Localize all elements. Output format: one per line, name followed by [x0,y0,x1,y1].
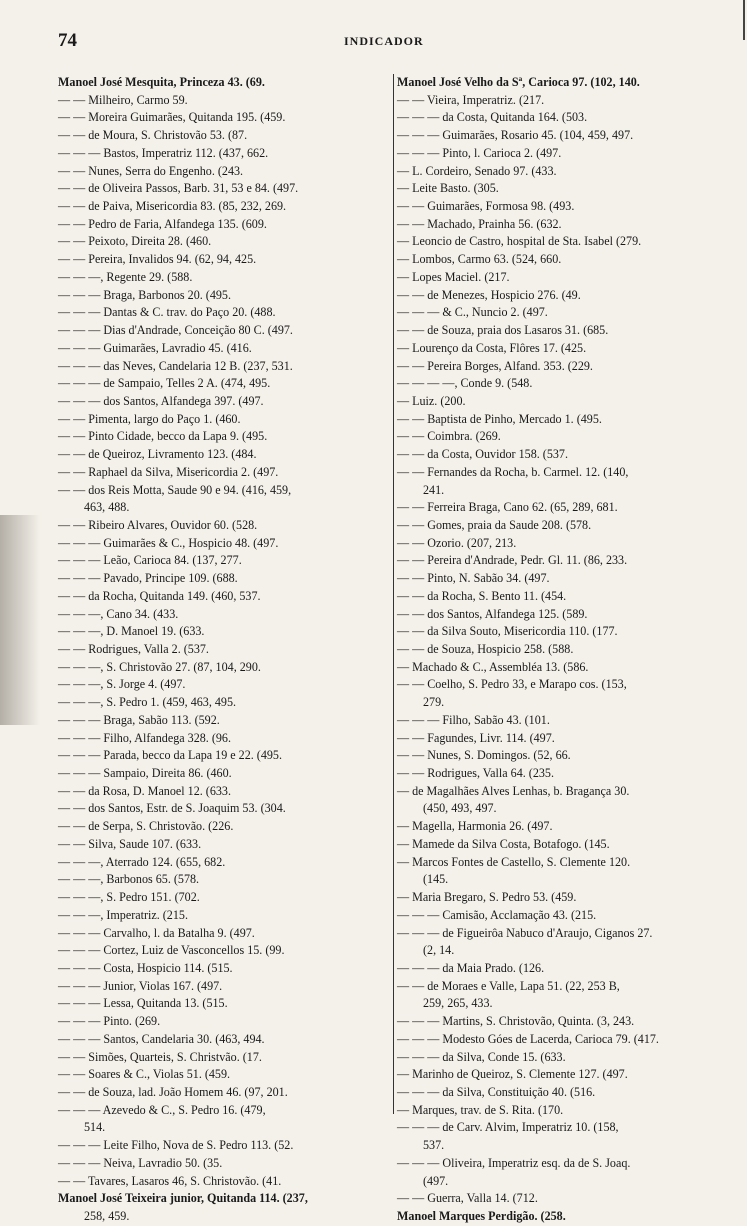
directory-entry: — — Soares & C., Violas 51. (459. [58,1067,231,1082]
directory-entry: — — — Sampaio, Direita 86. (460. [58,766,232,781]
directory-entry: — — — Cortez, Luiz de Vasconcellos 15. (99. [58,943,285,958]
directory-entry: — — — Pavado, Principe 109. (688. [58,571,238,586]
directory-entry: — — Baptista de Pinho, Mercado 1. (495. [397,411,602,426]
directory-entry: — — — Pinto. (269. [58,1014,161,1029]
directory-entry: — — — da Maia Prado. (126. [397,960,545,975]
directory-entry: — — — Costa, Hospicio 114. (515. [58,960,233,975]
directory-entry: 279. [423,695,445,710]
directory-entry: — — Ribeiro Alvares, Ouvidor 60. (528. [58,517,258,532]
directory-entry: — — dos Santos, Estr. de S. Joaquim 53. (304. [58,801,286,816]
directory-entry: — — Tavares, Lasaros 46, S. Christovão. (41. [58,1173,282,1188]
directory-entry: — — Fernandes da Rocha, b. Carmel. 12. (140, [397,464,629,479]
directory-entry: — — da Costa, Ouvidor 158. (537. [397,447,568,462]
directory-entry: — — Milheiro, Carmo 59. [58,92,188,107]
directory-entry: — — — de Figueirôa Nabuco d'Araujo, Ciganos 27. [397,925,653,940]
directory-entry: — — Simões, Quarteis, S. Christvão. (17. [58,1049,262,1064]
directory-entry: — Leoncio de Castro, hospital de Sta. Isabel (279. [397,234,642,249]
directory-entry: — L. Cordeiro, Senado 97. (433. [397,163,557,178]
directory-entry: — — Pinto Cidade, becco da Lapa 9. (495. [58,429,268,444]
directory-entry: — — —, Regente 29. (588. [58,269,193,284]
directory-entry: (497. [423,1173,449,1188]
directory-entry: — — Guerra, Valla 14. (712. [397,1191,538,1206]
directory-entry: — — — Leão, Carioca 84. (137, 277. [58,553,242,568]
directory-entry: — — — Camisão, Acclamação 43. (215. [397,907,597,922]
directory-entry: — — Peixoto, Direita 28. (460. [58,234,212,249]
directory-entry: — — — —, Conde 9. (548. [397,376,533,391]
directory-entry: — — —, S. Pedro 1. (459, 463, 495. [58,695,237,710]
directory-entry: — — —, Aterrado 124. (655, 682. [58,854,226,869]
directory-entry: — Magella, Harmonia 26. (497. [397,819,553,834]
directory-entry: (145. [423,872,449,887]
directory-entry: — — Guimarães, Formosa 98. (493. [397,199,575,214]
directory-entry: — — — Bastos, Imperatriz 112. (437, 662. [58,145,269,160]
directory-entry: — — Fagundes, Livr. 114. (497. [397,730,555,745]
directory-entry: — — Nunes, S. Domingos. (52, 66. [397,748,571,763]
directory-entry: — Luiz. (200. [397,393,466,408]
directory-entry: — — Coelho, S. Pedro 33, e Marapo cos. (153, [397,677,627,692]
directory-entry: — — — Filho, Sabão 43. (101. [397,712,550,727]
directory-entry: — — — Filho, Alfandega 328. (96. [58,730,231,745]
directory-entry: — — — Braga, Sabão 113. (592. [58,712,220,727]
directory-entry: — — — da Costa, Quitanda 164. (503. [397,110,588,125]
directory-entry: — — Rodrigues, Valla 2. (537. [58,642,209,656]
directory-entry: — — Gomes, praia da Saude 208. (578. [397,517,592,532]
directory-entry: Manoel José Mesquita, Princeza 43. (69. [58,75,265,89]
directory-entry: — — Moreira Guimarães, Quitanda 195. (459. [58,110,286,125]
directory-entry: — — — Guimarães & C., Hospicio 48. (497. [58,535,279,550]
directory-entry: — Lopes Maciel. (217. [397,269,510,284]
page-header [58,30,717,60]
directory-entry: — — —, Barbonos 65. (578. [58,872,200,887]
directory-entry: — — — Lessa, Quitanda 13. (515. [58,996,228,1011]
directory-entry: — — — Modesto Góes de Lacerda, Carioca 79. (417. [397,1031,659,1046]
directory-entry: — — Pereira d'Andrade, Pedr. Gl. 11. (86, 233. [397,553,628,568]
directory-entry: — — dos Reis Motta, Saude 90 e 94. (416, 459, [58,482,292,497]
directory-entry: — — — Parada, becco da Lapa 19 e 22. (495. [58,748,282,763]
directory-entry: — de Magalhães Alves Lenhas, b. Bragança 30. [397,783,630,798]
directory-entry: — — da Silva Souto, Misericordia 110. (177. [397,624,618,639]
directory-entry: — — da Rocha, S. Bento 11. (454. [397,588,567,603]
directory-entry: — — — Pinto, l. Carioca 2. (497. [397,145,562,160]
right-column [393,74,744,1223]
directory-entry: 258, 459. [84,1209,130,1223]
directory-entry: — — Vieira, Imperatriz. (217. [397,92,545,107]
directory-entry: — — da Rocha, Quitanda 149. (460, 537. [58,588,261,603]
directory-entry: — — — Santos, Candelaria 30. (463, 494. [58,1031,265,1046]
directory-entry: — Mamede da Silva Costa, Botafogo. (145. [397,836,610,851]
directory-entry: — — de Souza, lad. João Homem 46. (97, 201. [58,1084,288,1099]
directory-entry: — Maria Bregaro, S. Pedro 53. (459. [397,890,577,905]
directory-entry: 537. [423,1138,445,1153]
directory-entry: — — —, S. Pedro 151. (702. [58,890,200,905]
directory-entry: — Leite Basto. (305. [397,181,499,196]
directory-entry: — — Ozorio. (207, 213. [397,535,517,550]
directory-entry: — — de Moraes e Valle, Lapa 51. (22, 253 B, [397,978,620,993]
directory-entry: — — Pimenta, largo do Paço 1. (460. [58,411,241,426]
directory-entry: — — — de Carv. Alvim, Imperatriz 10. (158, [397,1120,619,1135]
directory-entry: — — — Dantas & C. trav. do Paço 20. (488. [58,305,276,320]
page-number: 74 [58,30,77,51]
directory-entry: — — de Serpa, S. Christovão. (226. [58,819,234,834]
directory-entry: — — Silva, Saude 107. (633. [58,836,202,851]
directory-entry: — Marcos Fontes de Castello, S. Clemente 120. [397,854,631,869]
directory-entry: — — — Martins, S. Christovão, Quinta. (3, 243. [397,1014,635,1029]
directory-entry: — — Ferreira Braga, Cano 62. (65, 289, 681. [397,500,618,515]
directory-entry: — Lombos, Carmo 63. (524, 660. [397,252,562,267]
directory-entry: — — — Braga, Barbonos 20. (495. [58,287,231,302]
directory-entry: Manoel José Teixeira junior, Quitanda 114. (237, [58,1191,308,1206]
directory-entry: — — — das Neves, Candelaria 12 B. (237, 531. [58,358,293,373]
directory-entry: — — dos Santos, Alfandega 125. (589. [397,606,588,621]
directory-entry: 463, 488. [84,500,130,515]
directory-entry: — — Machado, Prainha 56. (632. [397,216,562,231]
directory-entry: — — de Menezes, Hospicio 276. (49. [397,287,581,302]
directory-entry: — — Pedro de Faria, Alfandega 135. (609. [58,216,267,231]
directory-entry: — — de Queiroz, Livramento 123. (484. [58,447,257,462]
directory-entry: — Marinho de Queiroz, S. Clemente 127. (497. [397,1067,628,1082]
directory-entry: — — —, S. Jorge 4. (497. [58,677,186,692]
directory-entry: — — de Souza, praia dos Lasaros 31. (685. [397,323,609,338]
directory-entry: — — Coimbra. (269. [397,429,501,444]
directory-entry: — — —, Imperatriz. (215. [58,907,188,922]
directory-entry: — — — Carvalho, l. da Batalha 9. (497. [58,925,255,940]
directory-entry: 259, 265, 433. [423,996,493,1011]
directory-entry: — — Raphael da Silva, Misericordia 2. (497. [58,464,279,479]
directory-entry: — — de Souza, Hospicio 258. (588. [397,642,574,656]
binding-shadow [0,515,40,725]
directory-entry: — — de Moura, S. Christovão 53. (87. [58,128,248,143]
directory-entry: — — Pereira, Invalidos 94. (62, 94, 425. [58,252,257,267]
directory-entry: (450, 493, 497. [423,801,497,816]
directory-entry: — — Pereira Borges, Alfand. 353. (229. [397,358,593,373]
directory-entry: — — da Rosa, D. Manoel 12. (633. [58,783,231,798]
left-column [58,74,393,1223]
directory-entry: (2, 14. [423,943,455,958]
directory-entry: — — —, D. Manoel 19. (633. [58,624,205,639]
directory-entry: — — Nunes, Serra do Engenho. (243. [58,163,244,178]
directory-entry: — — — dos Santos, Alfandega 397. (497. [58,393,264,408]
directory-entry: — — —, Cano 34. (433. [58,606,179,621]
directory-entry: — Lourenço da Costa, Flôres 17. (425. [397,340,587,355]
directory-entry: 241. [423,482,445,497]
directory-entry: Manoel Marques Perdigão. (258. [397,1209,566,1223]
directory-entry: — — — Oliveira, Imperatriz esq. da de S. Joaq. [397,1155,631,1170]
running-head: INDICADOR [344,34,424,48]
directory-entry: — Machado & C., Assembléa 13. (586. [397,659,589,674]
directory-entry: — Marques, trav. de S. Rita. (170. [397,1102,564,1117]
directory-entry: — — — Guimarães, Lavradio 45. (416. [58,340,252,355]
directory-entry: Manoel José Velho da Sª, Carioca 97. (102, 140. [397,75,640,89]
directory-entry: — — — & C., Nuncio 2. (497. [397,305,548,320]
directory-entry: — — —, S. Christovão 27. (87, 104, 290. [58,659,261,674]
directory-entry: — — — Neiva, Lavradio 50. (35. [58,1155,223,1170]
directory-entry: — — — Leite Filho, Nova de S. Pedro 113. (52. [58,1138,294,1153]
page-edge [733,0,745,40]
directory-entry: 514. [84,1120,106,1135]
directory-entry: — — — Dias d'Andrade, Conceição 80 C. (497. [58,323,293,338]
directory-entry: — — de Oliveira Passos, Barb. 31, 53 e 84. (497. [58,181,299,196]
directory-entry: — — — Junior, Violas 167. (497. [58,978,223,993]
directory-entry: — — — da Silva, Conde 15. (633. [397,1049,566,1064]
directory-entry: — — — Azevedo & C., S. Pedro 16. (479, [58,1102,266,1117]
directory-entry: — — Rodrigues, Valla 64. (235. [397,766,554,781]
directory-entry: — — Pinto, N. Sabão 34. (497. [397,571,550,586]
directory-entry: — — — da Silva, Constituição 40. (516. [397,1084,596,1099]
directory-entry: — — — de Sampaio, Telles 2 A. (474, 495. [58,376,271,391]
directory-entry: — — — Guimarães, Rosario 45. (104, 459, 497. [397,128,634,143]
directory-entry: — — de Paiva, Misericordia 83. (85, 232, 269. [58,199,287,214]
